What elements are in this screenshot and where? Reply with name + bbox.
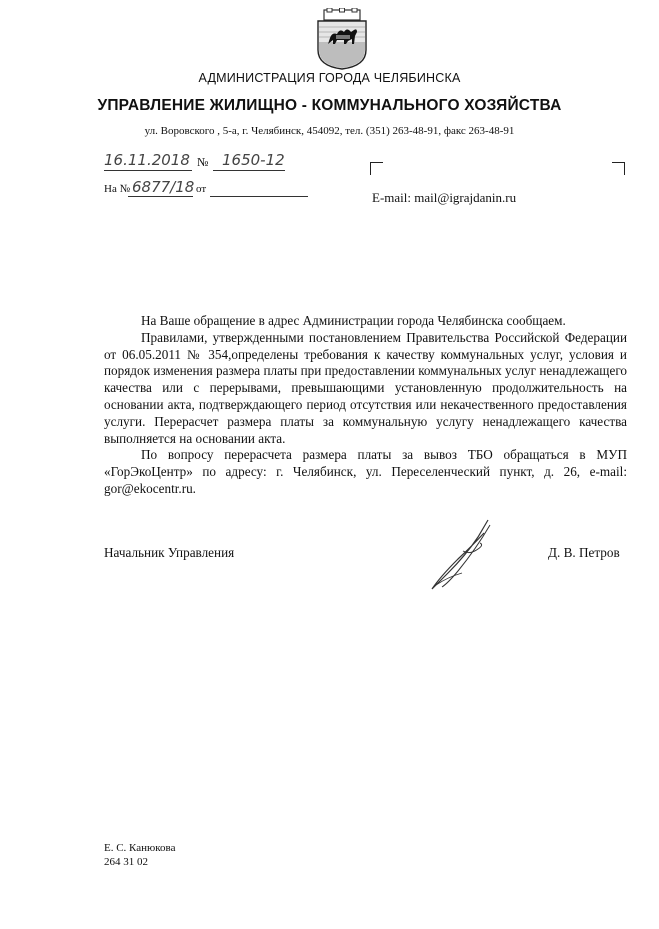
reference-from-label: от xyxy=(196,183,207,195)
reference-number: 6877/18 xyxy=(132,178,195,196)
letter-body xyxy=(104,313,627,498)
executor-name: Е. С. Канюкова xyxy=(104,842,176,854)
reference-label: На № xyxy=(104,183,131,195)
organization-name: УПРАВЛЕНИЕ ЖИЛИЩНО - КОММУНАЛЬНОГО ХОЗЯЙСТВА xyxy=(97,97,562,114)
body-paragraph: По вопросу перерасчета размера платы за вывоз ТБО обращаться в МУП «ГорЭкоЦентр» по адресу: г. Челябинск, ул. Переселенческий пункт, д. 26, e-mail: gor@ekocentr.ru. xyxy=(104,447,627,496)
signatory-name: Д. В. Петров xyxy=(548,545,620,560)
date-underline xyxy=(104,170,192,171)
chelyabinsk-coat-of-arms-icon xyxy=(310,8,374,70)
outgoing-date: 16.11.2018 xyxy=(104,151,190,169)
recipient-email: E-mail: mail@igrajdanin.ru xyxy=(372,190,517,205)
number-underline xyxy=(213,170,285,171)
recipient-corner-left xyxy=(370,162,383,175)
outgoing-number: 1650-12 xyxy=(222,151,285,169)
number-label: № xyxy=(197,155,209,169)
body-paragraph: Правилами, утвержденными постановлением Правительства Российской Федерации от 06.05.2011 № 354,определены требования к качеству коммунальных услуг, условия и порядок изменения размера платы при предоставлении коммунальных услуг ненадлежащего качества или с перерывами, превышающими установленную продолжительность на основании акта, подтверждающего период отсутствия или некачественного предоставления услуги. Перерасчет размера платы за коммунальную услугу ненадлежащего качества выполняется на основании акта. xyxy=(104,329,627,446)
organization-address: ул. Воровского , 5-а, г. Челябинск, 454092, тел. (351) 263-48-91, факс 263-48-91 xyxy=(144,125,515,137)
recipient-corner-right xyxy=(612,162,625,175)
organization-parent: АДМИНИСТРАЦИЯ ГОРОДА ЧЕЛЯБИНСКА xyxy=(198,71,461,85)
executor-phone: 264 31 02 xyxy=(104,856,148,868)
body-paragraph: На Ваше обращение в адрес Администрации города Челябинска сообщаем. xyxy=(141,313,566,328)
handwritten-signature xyxy=(418,515,508,595)
reference-date-underline xyxy=(210,196,308,197)
reference-underline xyxy=(128,196,193,197)
signatory-title: Начальник Управления xyxy=(104,545,235,560)
